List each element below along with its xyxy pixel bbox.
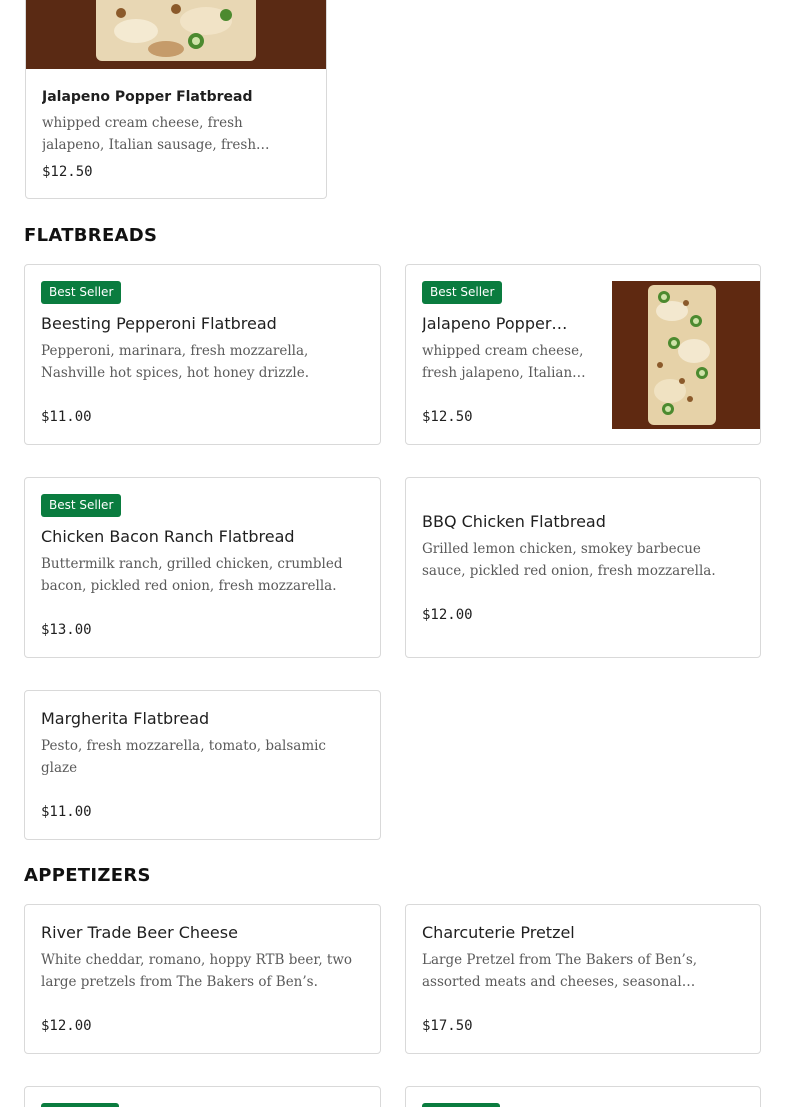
menu-item-card[interactable] (24, 904, 381, 1054)
badge-partial (422, 1103, 500, 1107)
menu-item-card[interactable] (405, 1086, 761, 1107)
menu-item-card[interactable] (24, 1086, 381, 1107)
item-price: $12.50 (422, 409, 473, 425)
menu-item-card[interactable] (405, 477, 761, 658)
section-title-flatbreads: FLATBREADS (24, 225, 158, 246)
item-description: Pesto, fresh mozzarella, tomato, balsamic glaze (41, 738, 326, 776)
item-price: $11.00 (41, 409, 92, 425)
item-price: $13.00 (41, 622, 92, 638)
item-title: Chicken Bacon Ranch Flatbread (41, 527, 295, 546)
flatbread-photo (26, 0, 327, 69)
item-description: Buttermilk ranch, grilled chicken, crumbled bacon, pickled red onion, fresh mozzarella. (41, 556, 343, 594)
best-seller-badge: Best Seller (41, 494, 121, 517)
item-price: $11.00 (41, 804, 92, 820)
item-title: Charcuterie Pretzel (422, 923, 575, 942)
item-title: Jalapeno Popper Flatbread (42, 89, 253, 105)
menu-item-card[interactable] (24, 264, 381, 445)
item-title: Jalapeno Popper… (422, 314, 568, 333)
menu-item-card[interactable] (405, 904, 761, 1054)
item-price: $17.50 (422, 1018, 473, 1034)
menu-item-card[interactable] (25, 0, 327, 199)
item-price: $12.00 (41, 1018, 92, 1034)
menu-item-card[interactable] (405, 264, 761, 445)
item-description: whipped cream cheese, fresh jalapeno, Italian sausage, fresh (42, 115, 257, 153)
best-seller-badge: Best Seller (422, 281, 502, 304)
section-title-appetizers: APPETIZERS (24, 865, 151, 886)
item-title: BBQ Chicken Flatbread (422, 512, 606, 531)
item-title: River Trade Beer Cheese (41, 923, 238, 942)
item-description: whipped cream cheese, fresh jalapeno, Italian… (422, 343, 586, 381)
item-price: $12.50 (42, 164, 93, 180)
menu-item-card[interactable] (24, 690, 381, 840)
item-description: White cheddar, romano, hoppy RTB beer, two large pretzels from The Bakers of Ben’s. (41, 952, 353, 990)
item-title: Beesting Pepperoni Flatbread (41, 314, 277, 333)
flatbread-photo (612, 281, 760, 429)
item-description: Large Pretzel from The Bakers of Ben’s, assorted meats and cheeses, seasonal (422, 952, 698, 990)
item-price: $12.00 (422, 607, 473, 623)
item-title: Margherita Flatbread (41, 709, 210, 728)
item-description: Grilled lemon chicken, smokey barbecue sauce, pickled red onion, fresh mozzarella. (422, 541, 716, 579)
badge-partial (41, 1103, 119, 1107)
item-description: Pepperoni, marinara, fresh mozzarella, Nashville hot spices, hot honey drizzle. (41, 343, 310, 381)
menu-item-card[interactable] (24, 477, 381, 658)
best-seller-badge: Best Seller (41, 281, 121, 304)
